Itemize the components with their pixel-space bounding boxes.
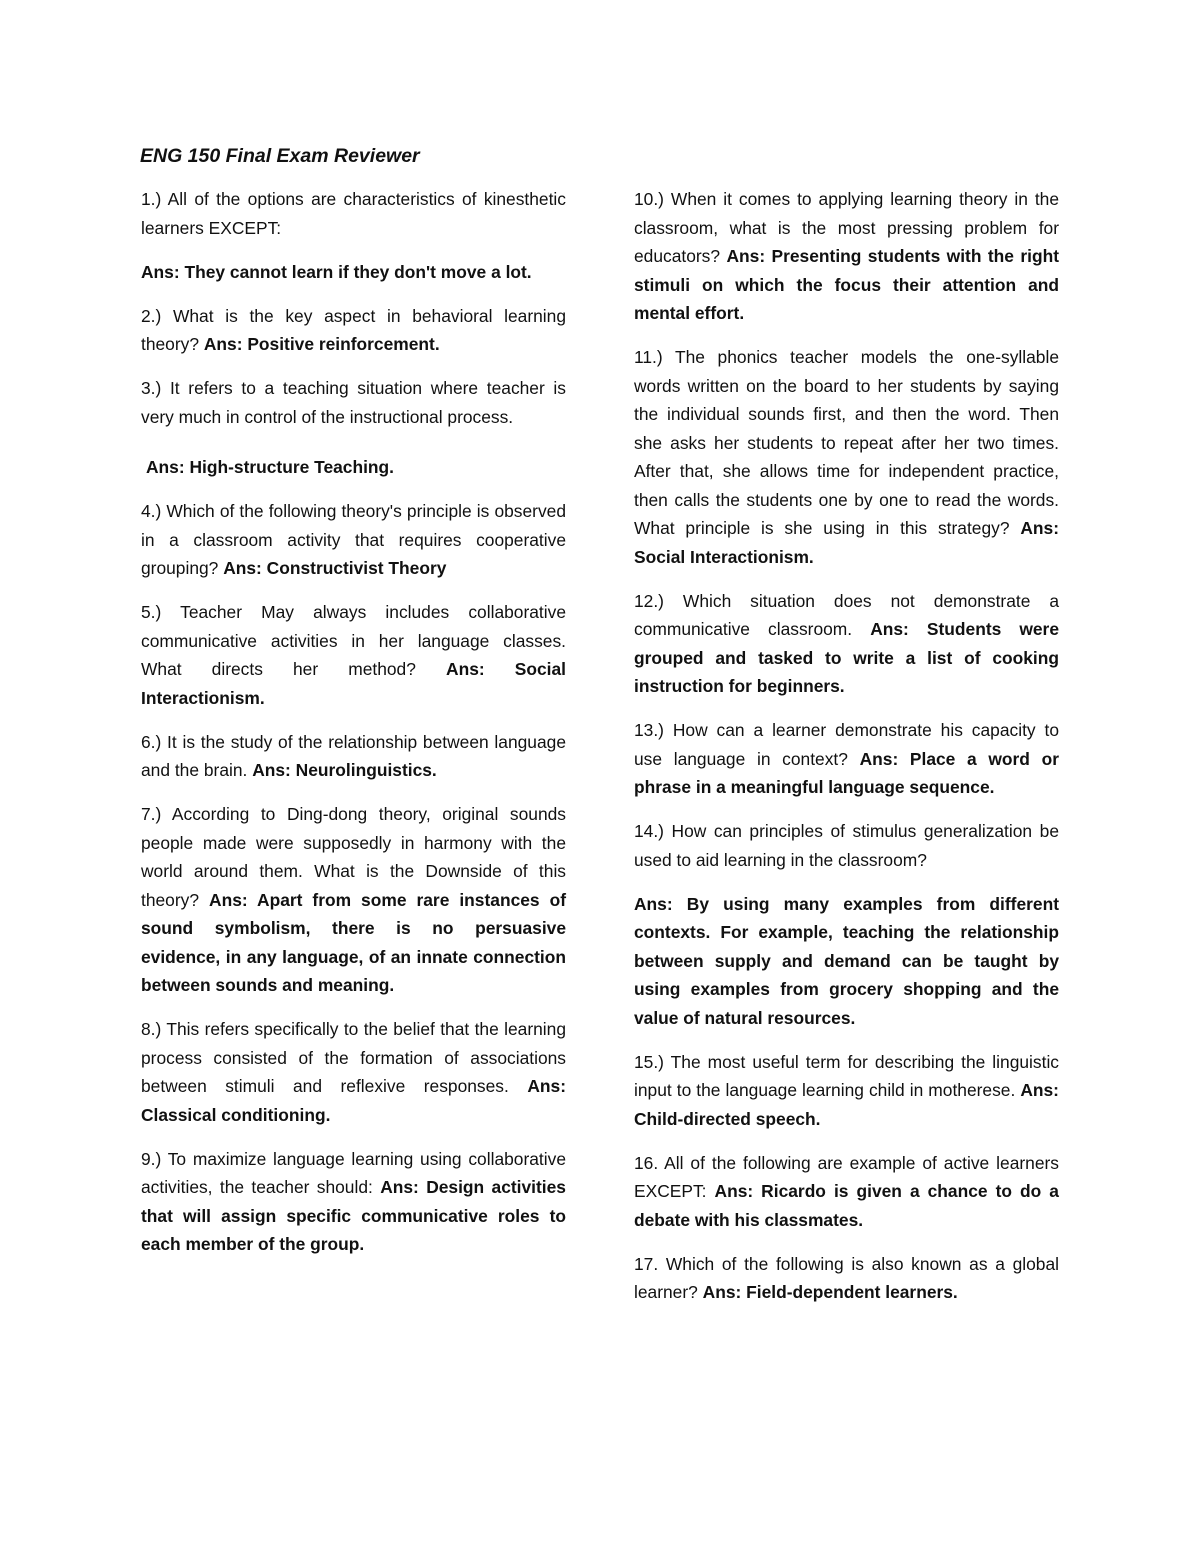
answer-7: Ans: Apart from some rare instances of sound symbolism, there is no persuasive evidence, in any language, of an innate connection between sounds and meaning. [141,889,566,995]
answer-15: Ans: Child-directed speech. [634,1080,1059,1129]
question-16-text: 16. All of the following are example of active learners EXCEPT: [634,1152,1059,1201]
question-3-text: 3.) It refers to a teaching situation where teacher is very much in control of the instructional process. [141,378,566,427]
left-column [141,185,566,1274]
question-12 [634,587,1059,701]
answer-3: Ans: High-structure Teaching. [146,457,394,477]
answer-16: Ans: Ricardo is given a chance to do a debate with his classmates. [634,1181,1059,1230]
right-column [634,185,1059,1322]
answer-8: Ans: Classical conditioning. [141,1076,566,1125]
question-9 [141,1145,566,1259]
answer-10: Ans: Presenting students with the right stimuli on which the focus their attention and mental effort. [634,246,1059,323]
question-11 [634,343,1059,571]
question-2-text: 2.) What is the key aspect in behavioral learning theory? [141,305,566,354]
question-10 [634,185,1059,328]
answer-1: Ans: They cannot learn if they don't move a lot. [141,261,532,282]
question-13 [634,716,1059,802]
document-title: ENG 150 Final Exam Reviewer [140,145,420,167]
answer-2: Ans: Positive reinforcement. [203,334,440,354]
answer-11: Ans: Social Interactionism. [634,518,1059,567]
question-4-text: 4.) Which of the following theory's principle is observed in a classroom activity that requires cooperative grouping? [141,501,566,578]
question-16 [634,1149,1059,1235]
answer-14: Ans: By using many examples from different contexts. For example, teaching the relationship between supply and demand can be taught by using examples from grocery shopping and the value of natural resources. [634,893,1059,1028]
question-4 [141,497,566,583]
question-15-text: 15.) The most useful term for describing the linguistic input to the language learning child in motherese. [634,1051,1059,1100]
question-9-text: 9.) To maximize language learning using collaborative activities, the teacher should: [141,1148,566,1197]
question-17-text: 17. Which of the following is also known as a global learner? [634,1253,1059,1302]
question-8-text: 8.) This refers specifically to the belief that the learning process consisted of the formation of associations between stimuli and reflexive responses. [141,1019,566,1096]
question-14-text: 14.) How can principles of stimulus generalization be used to aid learning in the classroom? [634,821,1059,870]
question-11-text: 11.) The phonics teacher models the one-syllable words written on the board to her students by saying the individual sounds first, and then the word. Then she asks her students to repeat after her two times. After that, she allows time for independent practice, then calls the students one by one to read the words. What principle is she using in this strategy? [634,347,1059,538]
question-7 [141,800,566,1000]
answer-13: Ans: Place a word or phrase in a meaningful language sequence. [634,748,1059,797]
question-7-text: 7.) According to Ding-dong theory, original sounds people made were supposedly in harmony with the world around them. What is the Downside of this theory? [141,804,566,910]
question-10-text: 10.) When it comes to applying learning theory in the classroom, what is the most pressing problem for educators? [634,189,1059,266]
answer-12: Ans: Students were grouped and tasked to write a list of cooking instruction for beginners. [634,619,1059,696]
answer-17: Ans: Field-dependent learners. [702,1282,958,1302]
answer-5: Ans: Social Interactionism. [141,659,566,708]
question-12-text: 12.) Which situation does not demonstrate a communicative classroom. [634,590,1059,639]
question-13-text: 13.) How can a learner demonstrate his capacity to use language in context? [634,720,1059,769]
question-6-text: 6.) It is the study of the relationship between language and the brain. [141,731,566,780]
question-17 [634,1250,1059,1307]
question-8 [141,1015,566,1129]
question-15 [634,1048,1059,1134]
question-1-text: 1.) All of the options are characteristics of kinesthetic learners EXCEPT: [141,189,566,238]
answer-9: Ans: Design activities that will assign specific communicative roles to each member of the group. [141,1177,566,1254]
answer-6: Ans: Neurolinguistics. [252,760,437,780]
answer-4: Ans: Constructivist Theory [223,558,447,578]
question-6 [141,728,566,785]
question-5-text: 5.) Teacher May always includes collaborative communicative activities in her language classes. What directs her method? [141,602,566,679]
question-2 [141,302,566,359]
question-5 [141,598,566,712]
